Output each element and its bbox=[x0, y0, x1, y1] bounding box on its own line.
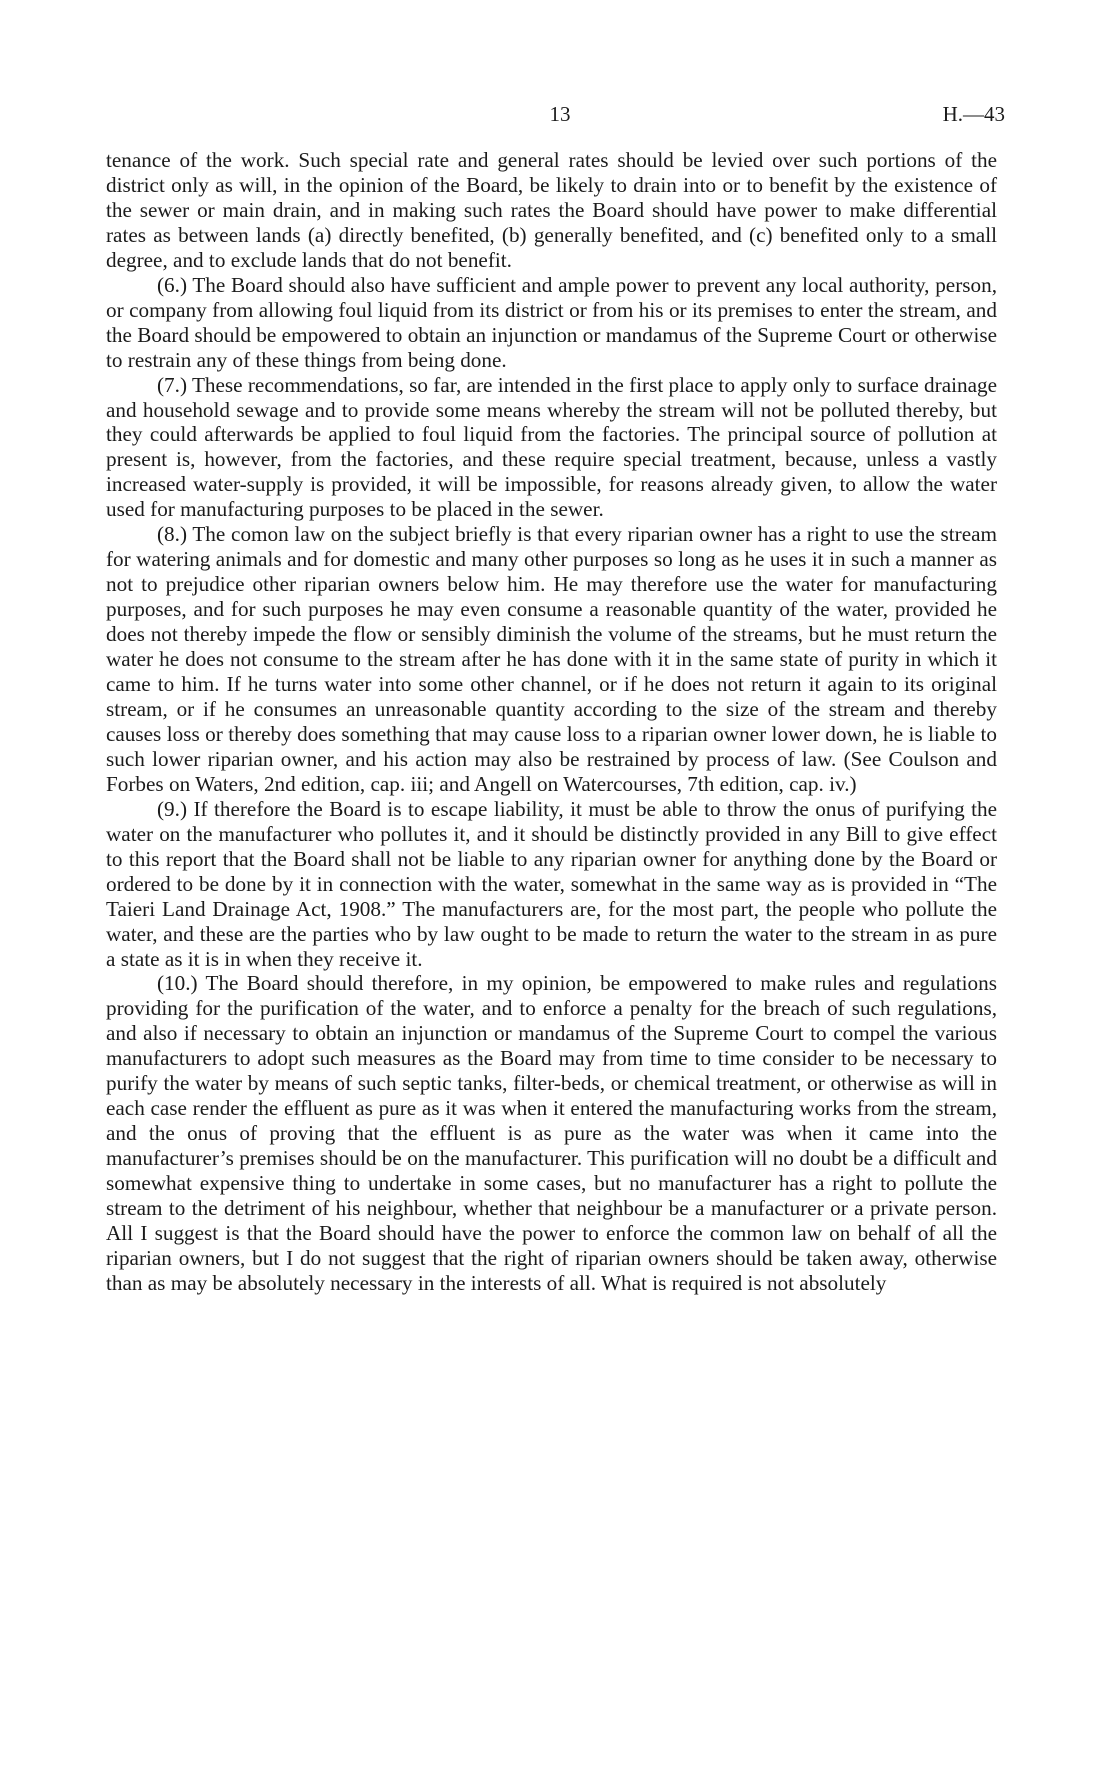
paragraph-8: (8.) The comon law on the subject briefly is that every riparian owner has a right to use the stream for watering animals and for domestic and many other purposes so long as he uses it in such a manner as not to prejudice other riparian owners below him. He may therefore use the water for manufacturing purposes, and for such purposes he may even consume a reasonable quantity of the water, provided he does not thereby impede the flow or sensibly diminish the volume of the streams, but he must return the water he does not consume to the stream after he has done with it in the same state of purity in which it came to him. If he turns water into some other channel, or if he does not return it again to its original stream, or if he consumes an unreasonable quantity according to the size of the stream and thereby causes loss or thereby does something that may cause loss to a riparian owner lower down, he is liable to such lower riparian owner, and his action may also be restrained by process of law. (See Coulson and Forbes on Waters, 2nd edition, cap. iii; and Angell on Watercourses, 7th edition, cap. iv.) bbox=[106, 522, 997, 796]
body-text bbox=[106, 148, 997, 1296]
paragraph-10: (10.) The Board should therefore, in my opinion, be empowered to make rules and regulations providing for the purification of the water, and to enforce a penalty for the breach of such regulations, and also if necessary to obtain an injunction or mandamus of the Supreme Court to compel the various manufacturers to adopt such measures as the Board may from time to time consider to be necessary to purify the water by means of such septic tanks, filter-beds, or chemical treatment, or otherwise as will in each case render the effluent as pure as it was when it entered the manufacturing works from the stream, and the onus of proving that the effluent is as pure as the water was when it came into the manufacturer’s premises should be on the manufacturer. This purification will no doubt be a difficult and somewhat expensive thing to undertake in some cases, but no manufacturer has a right to pollute the stream to the detriment of his neighbour, whether that neighbour be a manufacturer or a private person. All I suggest is that the Board should have the power to enforce the common law on behalf of all the riparian owners, but I do not suggest that the right of riparian owners should be taken away, otherwise than as may be absolutely necessary in the interests of all. What is required is not absolutely bbox=[106, 971, 997, 1295]
page-header bbox=[0, 102, 1114, 130]
document-reference: H.—43 bbox=[942, 102, 1005, 126]
paragraph-7: (7.) These recommendations, so far, are intended in the first place to apply only to surface drainage and household sewage and to provide some means whereby the stream will not be polluted thereby, but they could afterwards be applied to foul liquid from the factories. The principal source of pollution at present is, however, from the factories, and these require special treatment, because, unless a vastly increased water-supply is provided, it will be impossible, for reasons already given, to allow the water used for manufacturing purposes to be placed in the sewer. bbox=[106, 372, 997, 522]
paragraph-6: (6.) The Board should also have sufficient and ample power to prevent any local authority, person, or company from allowing foul liquid from its district or from his or its premises to enter the stream, and the Board should be empowered to obtain an injunction or mandamus of the Supreme Court or otherwise to restrain any of these things from being done. bbox=[106, 272, 997, 372]
page-number: 13 bbox=[549, 102, 571, 126]
paragraph-9: (9.) If therefore the Board is to escape liability, it must be able to throw the onus of purifying the water on the manufacturer who pollutes it, and it should be distinctly provided in any Bill to give effect to this report that the Board shall not be liable to any riparian owner for anything done by the Board or ordered to be done by it in connection with the water, somewhat in the same way as is provided in “The Taieri Land Drainage Act, 1908.” The manufacturers are, for the most part, the people who pollute the water, and these are the parties who by law ought to be made to return the water to the stream in as pure a state as it is in when they receive it. bbox=[106, 796, 997, 971]
paragraph-continuation: tenance of the work. Such special rate and general rates should be levied over such portions of the district only as will, in the opinion of the Board, be likely to drain into or to benefit by the existence of the sewer or main drain, and in making such rates the Board should have power to make differential rates as between lands (a) directly benefited, (b) generally benefited, and (c) benefited only to a small degree, and to exclude lands that do not benefit. bbox=[106, 148, 997, 272]
